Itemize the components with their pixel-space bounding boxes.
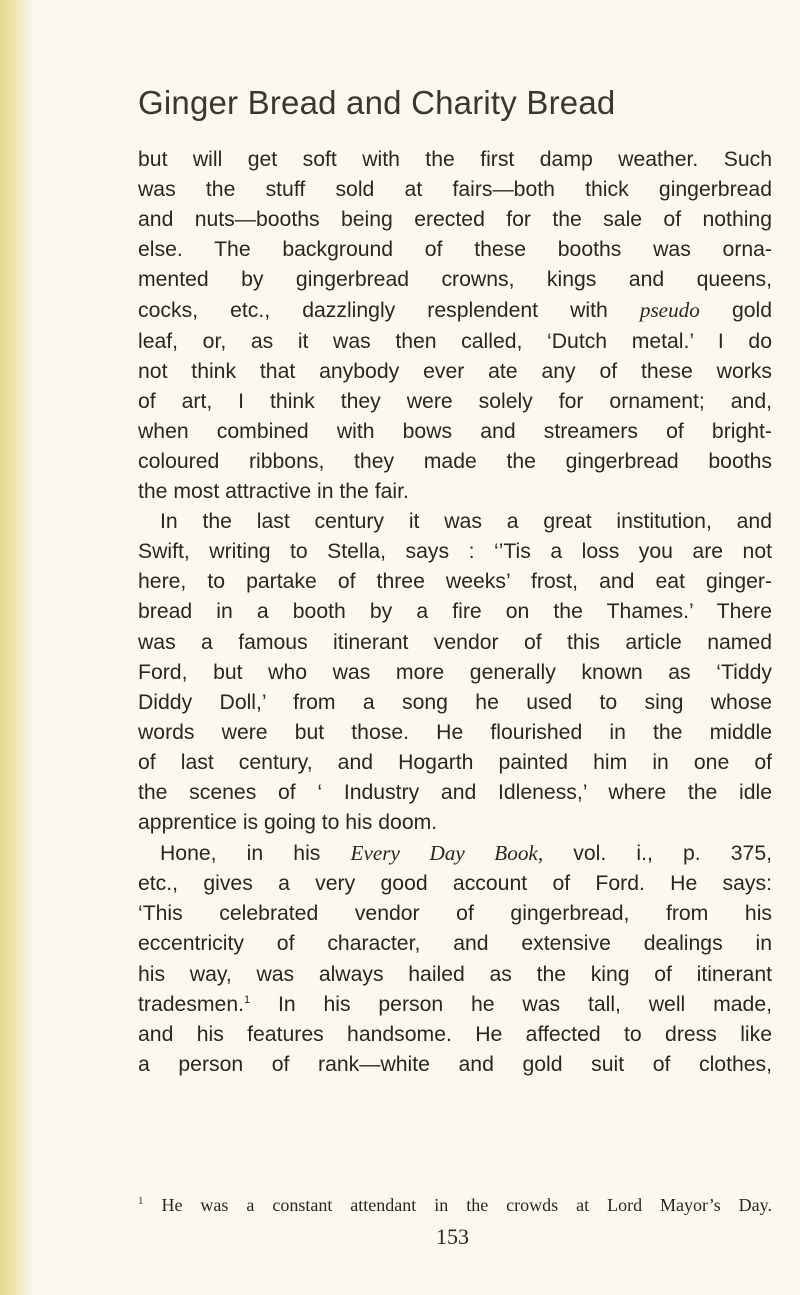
text-line: etc., gives a very good account of Ford. He says: [138, 872, 772, 896]
text-fragment: Hone, in his [160, 842, 321, 866]
text-line: coloured ribbons, they made the gingerbread booths [138, 449, 772, 473]
text-line: Swift, writing to Stella, says : ‘’Tis a loss you are not [138, 540, 772, 564]
text-line: the most attractive in the fair. [138, 480, 409, 504]
text-line: not think that anybody ever ate any of these works [138, 359, 772, 383]
footnote-text: He was a constant attendant in the crowds at Lord Mayor’s Day. [161, 1195, 772, 1215]
text-line [138, 990, 772, 1020]
text-line: of art, I think they were solely for ornament; and, [138, 389, 772, 413]
text-line: a person of rank—white and gold suit of clothes, [138, 1052, 772, 1076]
text-fragment: In his person he was tall, well made, [277, 992, 772, 1016]
text-line: the scenes of ‘ Industry and Idleness,’ where the idle [138, 780, 772, 804]
footnote [138, 1195, 772, 1216]
text-line: else. The background of these booths was orna- [138, 238, 772, 262]
footnote-marker: 1 [138, 1195, 144, 1207]
text-line: apprentice is going to his doom. [138, 811, 438, 835]
body-text [138, 145, 772, 1080]
text-fragment: cocks, etc., dazzlingly resplendent with [138, 299, 608, 323]
text-line: mented by gingerbread crowns, kings and queens, [138, 268, 772, 292]
text-line: when combined with bows and streamers of bright- [138, 419, 772, 443]
text-line [138, 295, 772, 326]
text-line: but will get soft with the first damp weather. Such [138, 148, 772, 171]
text-line: Ford, but who was more generally known as ‘Tiddy [138, 660, 772, 684]
text-line: here, to partake of three weeks’ frost, and eat ginger- [138, 570, 772, 594]
footnote-reference: 1 [244, 993, 251, 1006]
text-line: words were but those. He flourished in the middle [138, 720, 772, 744]
italic-title: Every Day Book, [350, 841, 544, 866]
text-line: and his features handsome. He affected to dress like [138, 1022, 772, 1046]
text-line: bread in a booth by a fire on the Thames.’ There [138, 600, 772, 624]
text-fragment: vol. i., p. 375, [573, 842, 773, 866]
text-line: ‘This celebrated vendor of gingerbread, from his [138, 902, 772, 926]
paragraph-start: In the last century it was a great institution, and [160, 510, 772, 534]
text-line: eccentricity of character, and extensive dealings in [138, 932, 772, 956]
text-line: and nuts—booths being erected for the sale of nothing [138, 208, 772, 232]
page-number: 153 [436, 1224, 469, 1249]
text-fragment: tradesmen. [138, 992, 244, 1016]
text-line: leaf, or, as it was then called, ‘Dutch metal.’ I do [138, 329, 772, 353]
page-gutter-shadow [0, 0, 34, 1295]
italic-term: pseudo [639, 298, 700, 323]
text-line: was a famous itinerant vendor of this article named [138, 630, 772, 654]
text-fragment: gold [731, 299, 772, 323]
paragraph-start [138, 838, 772, 869]
text-line: Diddy Doll,’ from a song he used to sing whose [138, 690, 772, 714]
text-line: his way, was always hailed as the king of itinerant [138, 962, 772, 986]
text-line: of last century, and Hogarth painted him in one of [138, 750, 772, 774]
text-line: was the stuff sold at fairs—both thick gingerbread [138, 178, 772, 202]
running-head: Ginger Bread and Charity Bread [138, 84, 616, 121]
